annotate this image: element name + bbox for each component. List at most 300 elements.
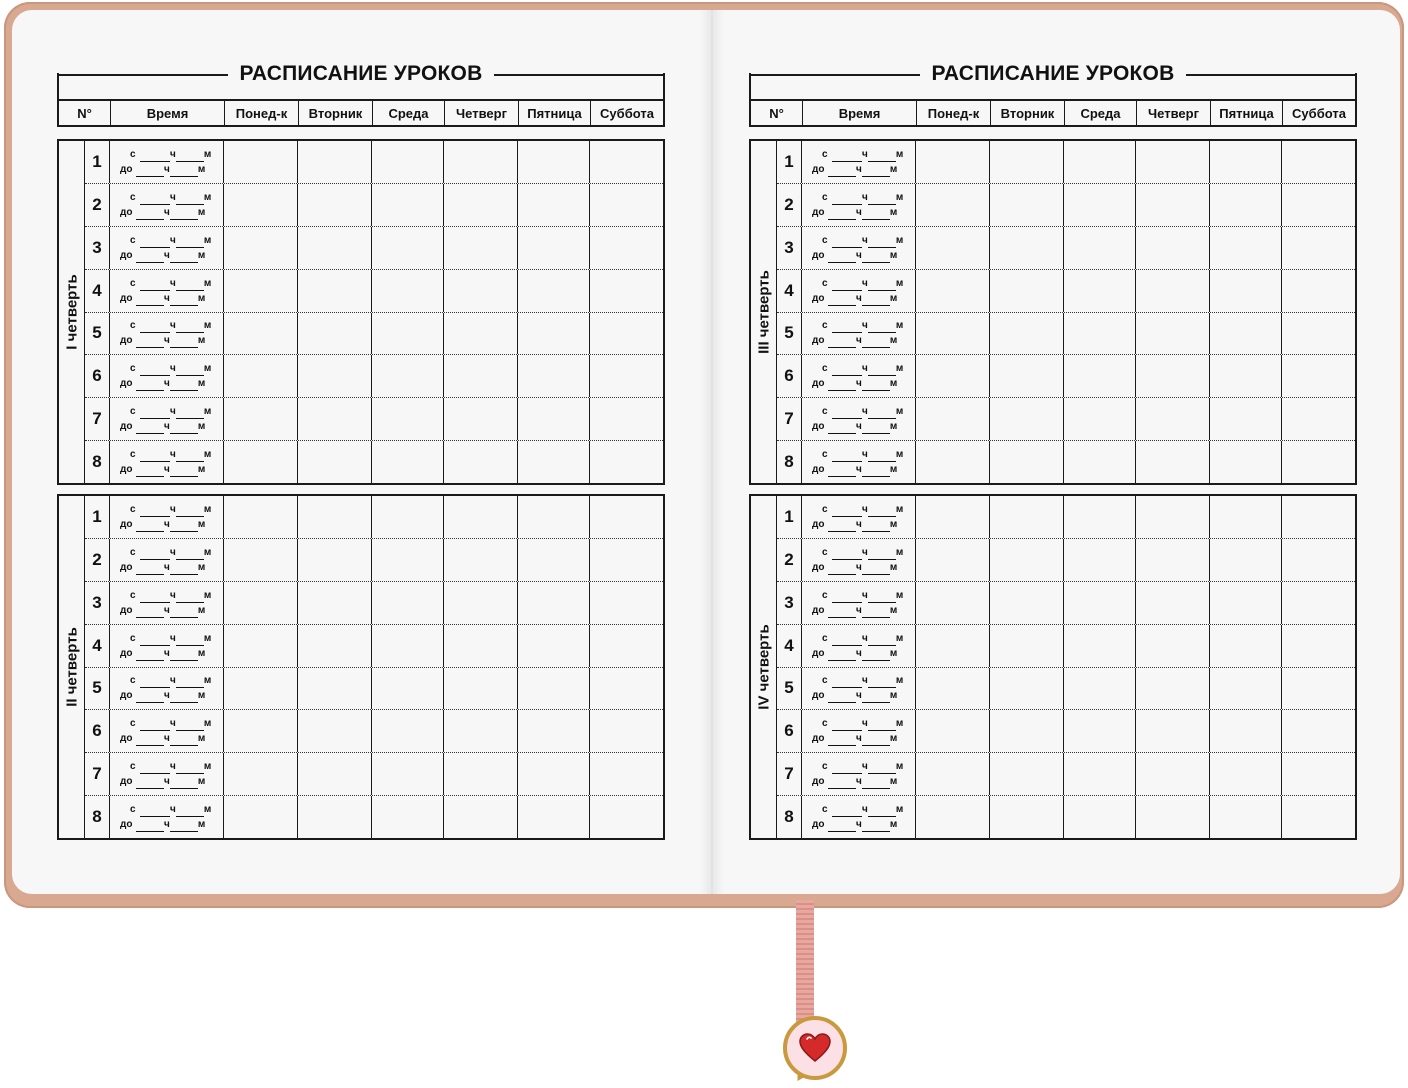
lesson-cell[interactable]	[372, 668, 444, 710]
lesson-cell[interactable]	[1064, 270, 1136, 312]
lesson-cell[interactable]	[444, 184, 518, 226]
lesson-cell[interactable]	[1136, 227, 1210, 269]
hour-blank[interactable]	[832, 636, 862, 646]
lesson-cell[interactable]	[590, 441, 660, 483]
lesson-cell[interactable]	[1136, 496, 1210, 538]
bookmark-charm[interactable]	[783, 1016, 847, 1080]
lesson-cell[interactable]	[590, 227, 660, 269]
lesson-cell[interactable]	[990, 270, 1064, 312]
lesson-cell[interactable]	[1064, 710, 1136, 752]
hour-blank[interactable]	[828, 296, 856, 306]
lesson-cell[interactable]	[444, 227, 518, 269]
minute-blank[interactable]	[176, 678, 204, 688]
minute-blank[interactable]	[862, 253, 890, 263]
lesson-cell[interactable]	[298, 441, 372, 483]
lesson-cell[interactable]	[590, 710, 660, 752]
lesson-cell[interactable]	[916, 496, 990, 538]
lesson-cell[interactable]	[990, 227, 1064, 269]
minute-blank[interactable]	[170, 822, 198, 832]
hour-blank[interactable]	[828, 651, 856, 661]
hour-blank[interactable]	[140, 409, 170, 419]
lesson-cell[interactable]	[224, 582, 298, 624]
minute-blank[interactable]	[868, 152, 896, 162]
lesson-cell[interactable]	[518, 582, 590, 624]
minute-blank[interactable]	[862, 210, 890, 220]
lesson-cell[interactable]	[916, 668, 990, 710]
lesson-cell[interactable]	[372, 441, 444, 483]
hour-blank[interactable]	[140, 807, 170, 817]
lesson-cell[interactable]	[1282, 625, 1352, 667]
lesson-cell[interactable]	[916, 313, 990, 355]
lesson-cell[interactable]	[916, 582, 990, 624]
lesson-cell[interactable]	[1136, 668, 1210, 710]
minute-blank[interactable]	[868, 452, 896, 462]
hour-blank[interactable]	[136, 338, 164, 348]
hour-blank[interactable]	[828, 253, 856, 263]
lesson-time[interactable]	[110, 270, 224, 312]
lesson-cell[interactable]	[518, 441, 590, 483]
lesson-cell[interactable]	[372, 227, 444, 269]
minute-blank[interactable]	[868, 636, 896, 646]
lesson-cell[interactable]	[1064, 668, 1136, 710]
lesson-cell[interactable]	[372, 582, 444, 624]
lesson-time[interactable]	[110, 496, 224, 538]
lesson-time[interactable]	[110, 753, 224, 795]
minute-blank[interactable]	[862, 779, 890, 789]
lesson-cell[interactable]	[372, 270, 444, 312]
hour-blank[interactable]	[140, 366, 170, 376]
lesson-cell[interactable]	[1136, 313, 1210, 355]
lesson-cell[interactable]	[298, 753, 372, 795]
hour-blank[interactable]	[828, 822, 856, 832]
lesson-cell[interactable]	[590, 496, 660, 538]
lesson-cell[interactable]	[590, 753, 660, 795]
lesson-time[interactable]	[110, 668, 224, 710]
lesson-cell[interactable]	[298, 355, 372, 397]
lesson-cell[interactable]	[1282, 270, 1352, 312]
lesson-cell[interactable]	[518, 796, 590, 838]
lesson-cell[interactable]	[590, 796, 660, 838]
lesson-cell[interactable]	[1064, 184, 1136, 226]
lesson-cell[interactable]	[518, 539, 590, 581]
lesson-cell[interactable]	[1210, 582, 1282, 624]
lesson-cell[interactable]	[990, 753, 1064, 795]
minute-blank[interactable]	[176, 593, 204, 603]
minute-blank[interactable]	[868, 238, 896, 248]
lesson-cell[interactable]	[298, 496, 372, 538]
lesson-time[interactable]	[802, 539, 916, 581]
lesson-cell[interactable]	[1064, 582, 1136, 624]
lesson-cell[interactable]	[1282, 441, 1352, 483]
lesson-cell[interactable]	[224, 270, 298, 312]
lesson-time[interactable]	[802, 496, 916, 538]
minute-blank[interactable]	[176, 507, 204, 517]
lesson-cell[interactable]	[444, 625, 518, 667]
hour-blank[interactable]	[832, 550, 862, 560]
bookmark-ribbon[interactable]	[796, 900, 814, 1034]
lesson-cell[interactable]	[444, 270, 518, 312]
hour-blank[interactable]	[828, 338, 856, 348]
lesson-time[interactable]	[802, 398, 916, 440]
lesson-cell[interactable]	[1210, 270, 1282, 312]
lesson-time[interactable]	[802, 796, 916, 838]
hour-blank[interactable]	[828, 210, 856, 220]
lesson-cell[interactable]	[518, 227, 590, 269]
lesson-time[interactable]	[802, 184, 916, 226]
lesson-cell[interactable]	[372, 184, 444, 226]
minute-blank[interactable]	[176, 409, 204, 419]
lesson-cell[interactable]	[990, 668, 1064, 710]
hour-blank[interactable]	[832, 764, 862, 774]
lesson-cell[interactable]	[1282, 539, 1352, 581]
lesson-cell[interactable]	[916, 753, 990, 795]
lesson-cell[interactable]	[518, 270, 590, 312]
minute-blank[interactable]	[170, 253, 198, 263]
lesson-cell[interactable]	[1064, 625, 1136, 667]
hour-blank[interactable]	[828, 467, 856, 477]
lesson-cell[interactable]	[224, 796, 298, 838]
lesson-cell[interactable]	[1064, 753, 1136, 795]
lesson-cell[interactable]	[444, 441, 518, 483]
lesson-time[interactable]	[802, 141, 916, 183]
minute-blank[interactable]	[176, 764, 204, 774]
lesson-cell[interactable]	[224, 496, 298, 538]
lesson-time[interactable]	[110, 313, 224, 355]
minute-blank[interactable]	[170, 522, 198, 532]
lesson-cell[interactable]	[1210, 398, 1282, 440]
lesson-cell[interactable]	[1282, 668, 1352, 710]
lesson-cell[interactable]	[224, 625, 298, 667]
hour-blank[interactable]	[140, 550, 170, 560]
hour-blank[interactable]	[140, 152, 170, 162]
lesson-cell[interactable]	[1282, 710, 1352, 752]
minute-blank[interactable]	[176, 152, 204, 162]
lesson-cell[interactable]	[990, 355, 1064, 397]
lesson-cell[interactable]	[1136, 625, 1210, 667]
lesson-cell[interactable]	[1282, 355, 1352, 397]
lesson-cell[interactable]	[916, 539, 990, 581]
minute-blank[interactable]	[862, 822, 890, 832]
minute-blank[interactable]	[868, 409, 896, 419]
lesson-cell[interactable]	[224, 313, 298, 355]
hour-blank[interactable]	[828, 693, 856, 703]
lesson-time[interactable]	[110, 398, 224, 440]
lesson-time[interactable]	[110, 582, 224, 624]
lesson-cell[interactable]	[1136, 398, 1210, 440]
minute-blank[interactable]	[868, 721, 896, 731]
lesson-cell[interactable]	[590, 141, 660, 183]
lesson-cell[interactable]	[990, 625, 1064, 667]
lesson-time[interactable]	[110, 539, 224, 581]
lesson-cell[interactable]	[444, 398, 518, 440]
lesson-cell[interactable]	[444, 539, 518, 581]
lesson-cell[interactable]	[224, 398, 298, 440]
lesson-time[interactable]	[110, 796, 224, 838]
minute-blank[interactable]	[170, 338, 198, 348]
lesson-cell[interactable]	[444, 496, 518, 538]
lesson-cell[interactable]	[1210, 539, 1282, 581]
lesson-cell[interactable]	[1136, 441, 1210, 483]
hour-blank[interactable]	[136, 210, 164, 220]
lesson-cell[interactable]	[372, 313, 444, 355]
lesson-cell[interactable]	[298, 227, 372, 269]
lesson-cell[interactable]	[916, 441, 990, 483]
lesson-cell[interactable]	[298, 796, 372, 838]
lesson-cell[interactable]	[590, 398, 660, 440]
lesson-cell[interactable]	[590, 539, 660, 581]
hour-blank[interactable]	[832, 195, 862, 205]
minute-blank[interactable]	[170, 608, 198, 618]
minute-blank[interactable]	[868, 764, 896, 774]
hour-blank[interactable]	[828, 736, 856, 746]
lesson-cell[interactable]	[1210, 355, 1282, 397]
lesson-time[interactable]	[802, 355, 916, 397]
lesson-cell[interactable]	[1136, 184, 1210, 226]
minute-blank[interactable]	[868, 507, 896, 517]
minute-blank[interactable]	[868, 593, 896, 603]
lesson-cell[interactable]	[916, 141, 990, 183]
hour-blank[interactable]	[832, 452, 862, 462]
lesson-cell[interactable]	[372, 496, 444, 538]
lesson-time[interactable]	[110, 141, 224, 183]
hour-blank[interactable]	[832, 152, 862, 162]
lesson-cell[interactable]	[1282, 582, 1352, 624]
minute-blank[interactable]	[170, 467, 198, 477]
lesson-time[interactable]	[110, 441, 224, 483]
lesson-cell[interactable]	[518, 710, 590, 752]
lesson-cell[interactable]	[590, 355, 660, 397]
minute-blank[interactable]	[862, 608, 890, 618]
lesson-cell[interactable]	[916, 398, 990, 440]
minute-blank[interactable]	[868, 195, 896, 205]
minute-blank[interactable]	[170, 167, 198, 177]
lesson-cell[interactable]	[518, 753, 590, 795]
lesson-cell[interactable]	[518, 625, 590, 667]
lesson-cell[interactable]	[518, 668, 590, 710]
hour-blank[interactable]	[832, 593, 862, 603]
lesson-cell[interactable]	[372, 141, 444, 183]
minute-blank[interactable]	[868, 323, 896, 333]
lesson-cell[interactable]	[916, 270, 990, 312]
lesson-cell[interactable]	[590, 313, 660, 355]
lesson-cell[interactable]	[224, 355, 298, 397]
lesson-cell[interactable]	[590, 582, 660, 624]
hour-blank[interactable]	[828, 522, 856, 532]
lesson-cell[interactable]	[298, 184, 372, 226]
hour-blank[interactable]	[136, 822, 164, 832]
lesson-cell[interactable]	[1064, 539, 1136, 581]
lesson-time[interactable]	[802, 441, 916, 483]
lesson-cell[interactable]	[518, 313, 590, 355]
lesson-cell[interactable]	[444, 753, 518, 795]
lesson-cell[interactable]	[990, 184, 1064, 226]
lesson-cell[interactable]	[1136, 582, 1210, 624]
lesson-cell[interactable]	[298, 313, 372, 355]
lesson-cell[interactable]	[590, 625, 660, 667]
lesson-cell[interactable]	[372, 753, 444, 795]
lesson-cell[interactable]	[1282, 753, 1352, 795]
lesson-cell[interactable]	[1136, 270, 1210, 312]
minute-blank[interactable]	[862, 338, 890, 348]
minute-blank[interactable]	[170, 736, 198, 746]
hour-blank[interactable]	[832, 323, 862, 333]
lesson-cell[interactable]	[518, 355, 590, 397]
lesson-cell[interactable]	[990, 496, 1064, 538]
lesson-cell[interactable]	[444, 582, 518, 624]
hour-blank[interactable]	[136, 167, 164, 177]
lesson-cell[interactable]	[1136, 796, 1210, 838]
minute-blank[interactable]	[176, 721, 204, 731]
minute-blank[interactable]	[868, 807, 896, 817]
lesson-time[interactable]	[802, 625, 916, 667]
lesson-cell[interactable]	[1210, 625, 1282, 667]
minute-blank[interactable]	[176, 807, 204, 817]
hour-blank[interactable]	[136, 608, 164, 618]
minute-blank[interactable]	[862, 693, 890, 703]
lesson-cell[interactable]	[1210, 441, 1282, 483]
minute-blank[interactable]	[170, 779, 198, 789]
hour-blank[interactable]	[136, 565, 164, 575]
lesson-cell[interactable]	[916, 796, 990, 838]
minute-blank[interactable]	[176, 550, 204, 560]
lesson-cell[interactable]	[372, 539, 444, 581]
lesson-cell[interactable]	[518, 398, 590, 440]
lesson-time[interactable]	[110, 227, 224, 269]
lesson-cell[interactable]	[298, 625, 372, 667]
hour-blank[interactable]	[136, 736, 164, 746]
lesson-cell[interactable]	[1136, 539, 1210, 581]
hour-blank[interactable]	[140, 195, 170, 205]
lesson-time[interactable]	[110, 184, 224, 226]
hour-blank[interactable]	[136, 296, 164, 306]
lesson-time[interactable]	[110, 710, 224, 752]
minute-blank[interactable]	[170, 381, 198, 391]
lesson-cell[interactable]	[224, 227, 298, 269]
minute-blank[interactable]	[862, 167, 890, 177]
lesson-cell[interactable]	[372, 625, 444, 667]
minute-blank[interactable]	[170, 693, 198, 703]
lesson-time[interactable]	[110, 355, 224, 397]
minute-blank[interactable]	[176, 195, 204, 205]
hour-blank[interactable]	[140, 593, 170, 603]
lesson-cell[interactable]	[916, 227, 990, 269]
hour-blank[interactable]	[832, 678, 862, 688]
lesson-cell[interactable]	[990, 582, 1064, 624]
lesson-cell[interactable]	[916, 710, 990, 752]
lesson-cell[interactable]	[1210, 496, 1282, 538]
lesson-cell[interactable]	[1282, 184, 1352, 226]
hour-blank[interactable]	[832, 238, 862, 248]
minute-blank[interactable]	[862, 565, 890, 575]
minute-blank[interactable]	[176, 238, 204, 248]
lesson-time[interactable]	[802, 753, 916, 795]
lesson-cell[interactable]	[1136, 355, 1210, 397]
hour-blank[interactable]	[828, 565, 856, 575]
lesson-cell[interactable]	[990, 398, 1064, 440]
hour-blank[interactable]	[832, 807, 862, 817]
lesson-cell[interactable]	[1136, 710, 1210, 752]
minute-blank[interactable]	[176, 636, 204, 646]
lesson-cell[interactable]	[372, 710, 444, 752]
lesson-cell[interactable]	[298, 582, 372, 624]
lesson-time[interactable]	[802, 227, 916, 269]
hour-blank[interactable]	[136, 467, 164, 477]
minute-blank[interactable]	[176, 323, 204, 333]
lesson-cell[interactable]	[298, 398, 372, 440]
hour-blank[interactable]	[832, 721, 862, 731]
lesson-cell[interactable]	[1282, 796, 1352, 838]
hour-blank[interactable]	[828, 167, 856, 177]
lesson-time[interactable]	[802, 270, 916, 312]
lesson-cell[interactable]	[1282, 227, 1352, 269]
lesson-cell[interactable]	[1064, 313, 1136, 355]
lesson-cell[interactable]	[1210, 753, 1282, 795]
lesson-cell[interactable]	[1282, 398, 1352, 440]
minute-blank[interactable]	[868, 281, 896, 291]
lesson-time[interactable]	[802, 313, 916, 355]
lesson-cell[interactable]	[990, 539, 1064, 581]
lesson-cell[interactable]	[224, 753, 298, 795]
lesson-cell[interactable]	[444, 796, 518, 838]
lesson-cell[interactable]	[224, 184, 298, 226]
lesson-cell[interactable]	[224, 668, 298, 710]
lesson-cell[interactable]	[1282, 313, 1352, 355]
minute-blank[interactable]	[176, 366, 204, 376]
lesson-cell[interactable]	[916, 184, 990, 226]
lesson-time[interactable]	[802, 582, 916, 624]
hour-blank[interactable]	[136, 424, 164, 434]
lesson-cell[interactable]	[990, 313, 1064, 355]
minute-blank[interactable]	[862, 522, 890, 532]
lesson-cell[interactable]	[1210, 710, 1282, 752]
lesson-cell[interactable]	[1064, 227, 1136, 269]
minute-blank[interactable]	[862, 467, 890, 477]
minute-blank[interactable]	[868, 678, 896, 688]
lesson-cell[interactable]	[518, 141, 590, 183]
lesson-cell[interactable]	[224, 441, 298, 483]
hour-blank[interactable]	[828, 424, 856, 434]
hour-blank[interactable]	[828, 779, 856, 789]
lesson-cell[interactable]	[298, 710, 372, 752]
hour-blank[interactable]	[832, 366, 862, 376]
lesson-cell[interactable]	[444, 141, 518, 183]
lesson-cell[interactable]	[590, 270, 660, 312]
lesson-cell[interactable]	[990, 141, 1064, 183]
hour-blank[interactable]	[136, 693, 164, 703]
lesson-cell[interactable]	[372, 398, 444, 440]
minute-blank[interactable]	[862, 381, 890, 391]
lesson-cell[interactable]	[1210, 184, 1282, 226]
minute-blank[interactable]	[176, 281, 204, 291]
lesson-cell[interactable]	[916, 625, 990, 667]
hour-blank[interactable]	[140, 636, 170, 646]
hour-blank[interactable]	[140, 281, 170, 291]
lesson-time[interactable]	[802, 710, 916, 752]
lesson-cell[interactable]	[1210, 227, 1282, 269]
lesson-cell[interactable]	[444, 313, 518, 355]
minute-blank[interactable]	[868, 550, 896, 560]
lesson-cell[interactable]	[1064, 441, 1136, 483]
hour-blank[interactable]	[828, 381, 856, 391]
minute-blank[interactable]	[170, 565, 198, 575]
minute-blank[interactable]	[170, 424, 198, 434]
lesson-cell[interactable]	[1210, 313, 1282, 355]
lesson-cell[interactable]	[990, 441, 1064, 483]
lesson-cell[interactable]	[1064, 355, 1136, 397]
minute-blank[interactable]	[862, 424, 890, 434]
lesson-cell[interactable]	[1210, 796, 1282, 838]
lesson-cell[interactable]	[1282, 141, 1352, 183]
